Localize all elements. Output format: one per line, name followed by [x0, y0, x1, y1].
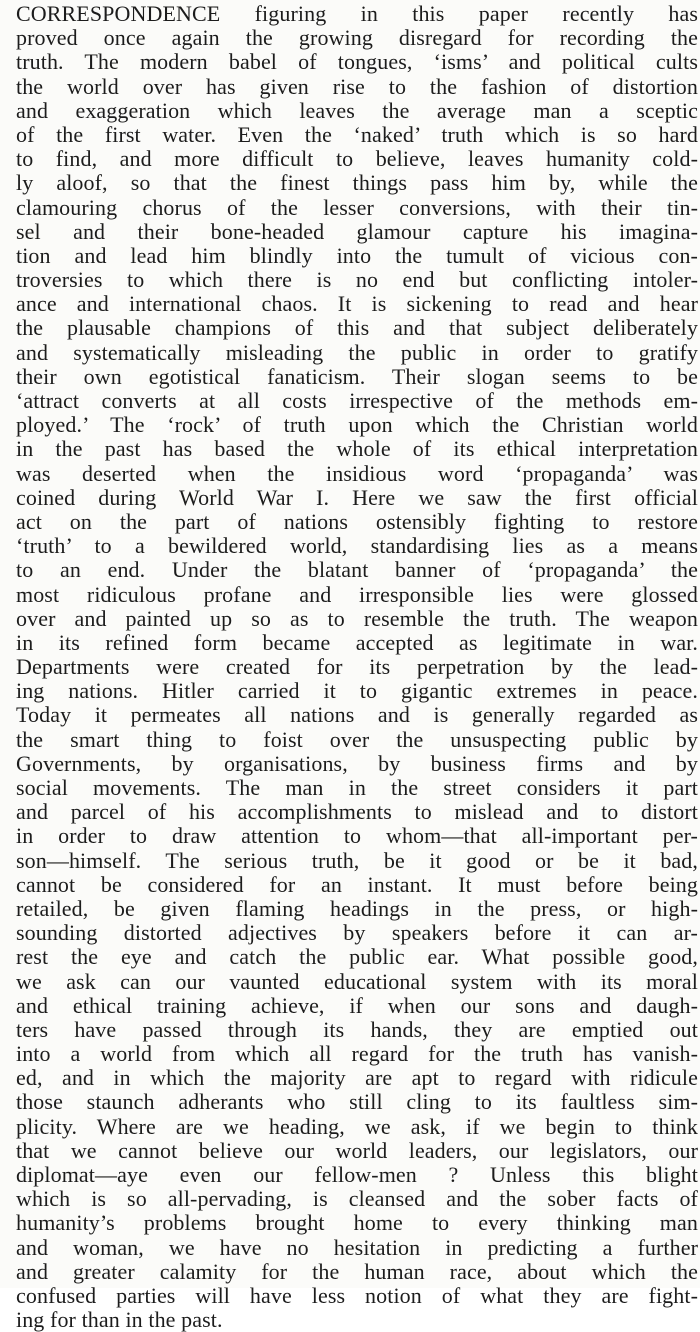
article-line: troversies to which there is no end but conflicting intoler- — [16, 267, 698, 293]
article-line: which is so all-pervading, is cleansed and the sober facts of — [16, 1186, 698, 1212]
article-line: ing for than in the past. — [16, 1307, 223, 1332]
article-line: into a world from which all regard for the truth has vanish- — [16, 1041, 698, 1067]
article-line: plicity. Where are we heading, we ask, if we begin to think — [16, 1113, 698, 1139]
article-line: CORRESPONDENCE figuring in this paper recently has — [16, 1, 698, 26]
article-line: ly aloof, so that the finest things pass him by, while the — [16, 170, 698, 196]
article-line: and parcel of his accomplishments to mislead and to distort — [16, 799, 698, 825]
article-line: sel and their bone-headed glamour capture his imagina- — [16, 218, 698, 244]
article-line: those staunch adherants who still cling to its faultless sim- — [16, 1089, 698, 1115]
article-line: the plausable champions of this and that subject deliberately — [16, 315, 698, 341]
article-line: the smart thing to foist over the unsuspecting public by — [16, 726, 698, 752]
article-line: and exaggeration which leaves the average man a sceptic — [16, 97, 698, 123]
article-line: Departments were created for its perpetration by the lead- — [16, 654, 698, 680]
article-line: coined during World War I. Here we saw the first official — [16, 484, 698, 510]
article-line: to an end. Under the blatant banner of ‘propaganda’ the — [16, 557, 698, 583]
article-line: ters have passed through its hands, they are emptied out — [16, 1016, 698, 1042]
article-line: humanity’s problems brought home to every thinking man — [16, 1210, 698, 1236]
article-line: son—himself. The serious truth, be it good or be it bad, — [16, 847, 698, 873]
article-line: retailed, be given flaming headings in the press, or high- — [16, 895, 698, 921]
article-line: ‘truth’ to a bewildered world, standardising lies as a means — [16, 533, 698, 559]
article-body — [16, 2, 698, 1332]
article-line: confused parties will have less notion of what they are fight- — [16, 1282, 698, 1308]
article-line: ed, and in which the majority are apt to regard with ridicule — [16, 1065, 698, 1091]
article-line: in the past has based the whole of its ethical interpretation — [16, 436, 698, 462]
article-line: social movements. The man in the street considers it part — [16, 775, 698, 800]
article-line: tion and lead him blindly into the tumult of vicious con- — [16, 242, 698, 268]
article-line: and woman, we have no hesitation in predicting a further — [16, 1234, 698, 1260]
article-line: and ethical training achieve, if when our sons and daugh- — [16, 992, 698, 1018]
article-line: in its refined form became accepted as legitimate in war. — [16, 629, 698, 655]
article-line: Today it permeates all nations and is generally regarded as — [16, 702, 698, 728]
article-line: the world over has given rise to the fashion of distortion — [16, 73, 698, 99]
article-line: their own egotistical fanaticism. Their slogan seems to be — [16, 363, 698, 389]
article-line: diplomat—aye even our fellow-men ? Unless this blight — [16, 1162, 698, 1187]
article-line: and systematically misleading the public in order to gratify — [16, 339, 698, 365]
article-line: truth. The modern babel of tongues, ‘isms’ and political cults — [16, 49, 698, 75]
article-line: and greater calamity for the human race, about which the — [16, 1258, 698, 1284]
article-line: we ask can our vaunted educational system with its moral — [16, 968, 698, 994]
article-line: most ridiculous profane and irresponsible lies were glossed — [16, 581, 698, 607]
article-line: ing nations. Hitler carried it to gigantic extremes in peace. — [16, 678, 698, 704]
article-line: of the first water. Even the ‘naked’ truth which is so hard — [16, 121, 698, 147]
article-line: act on the part of nations ostensibly fighting to restore — [16, 508, 698, 534]
article-line: ployed.’ The ‘rock’ of truth upon which the Christian world — [16, 412, 698, 438]
article-line: proved once again the growing disregard for recording the — [16, 25, 698, 51]
article-line: to find, and more difficult to believe, leaves humanity cold- — [16, 146, 698, 172]
article-line: sounding distorted adjectives by speakers before it can ar- — [16, 920, 698, 946]
article-line: that we cannot believe our world leaders, our legislators, our — [16, 1137, 698, 1163]
article-line: Governments, by organisations, by business firms and by — [16, 750, 698, 776]
article-line: ‘attract converts at all costs irrespective of the methods em- — [16, 388, 698, 413]
article-line: ance and international chaos. It is sickening to read and hear — [16, 291, 698, 317]
article-line: over and painted up so as to resemble the truth. The weapon — [16, 605, 698, 631]
article-line: cannot be considered for an instant. It must before being — [16, 871, 698, 897]
article-line: clamouring chorus of the lesser conversions, with their tin- — [16, 194, 698, 220]
article-line: in order to draw attention to whom—that all-important per- — [16, 823, 698, 849]
article-line: rest the eye and catch the public ear. What possible good, — [16, 944, 698, 970]
article-line: was deserted when the insidious word ‘propaganda’ was — [16, 460, 698, 486]
